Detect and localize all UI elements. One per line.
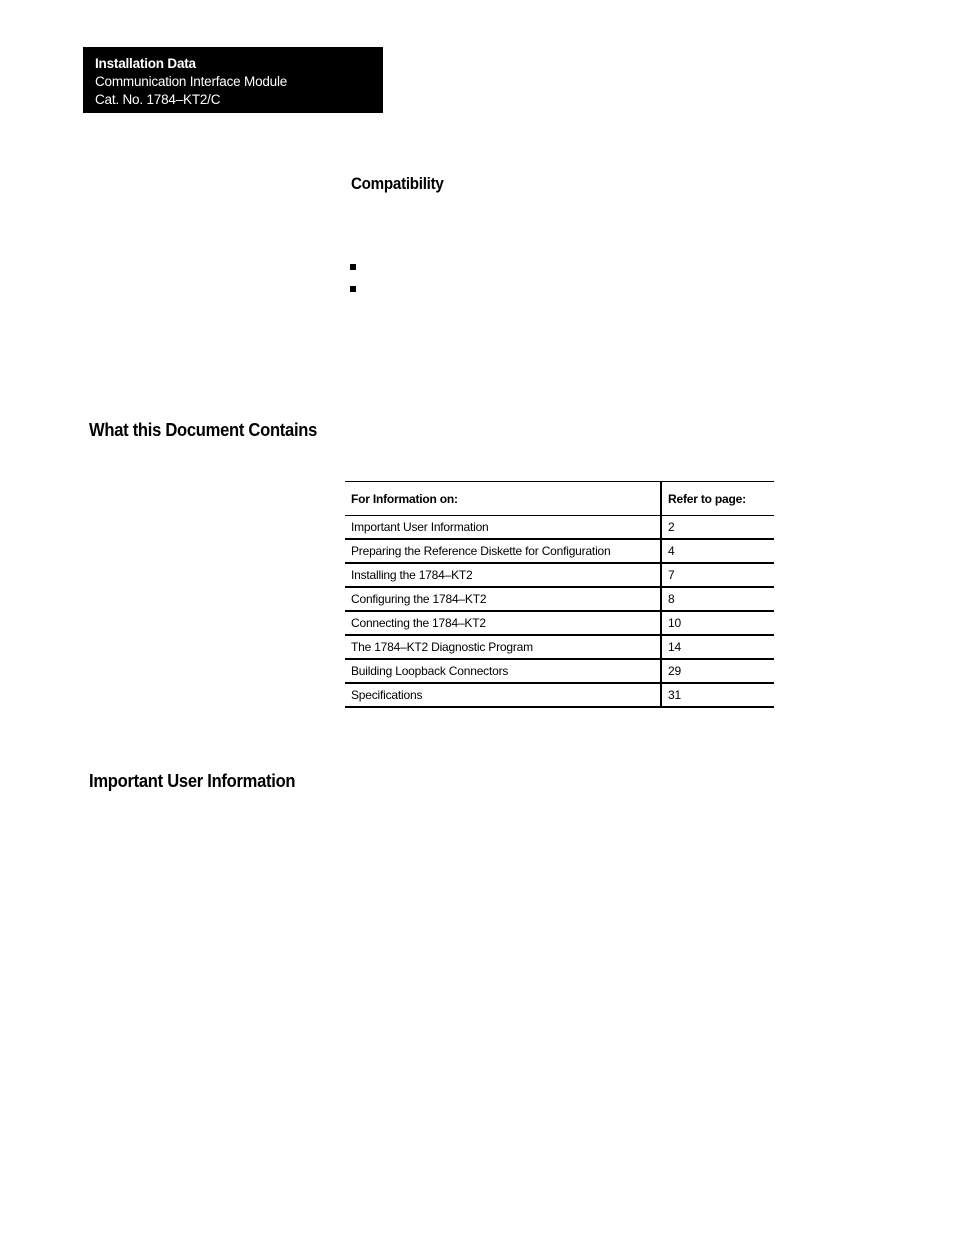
row-page: 7 <box>661 563 774 587</box>
header-catalog-number: Cat. No. 1784–KT2/C <box>95 92 221 107</box>
table-row <box>345 539 774 563</box>
table-row <box>345 516 774 539</box>
row-topic: Preparing the Reference Diskette for Configuration <box>351 543 611 558</box>
table-row <box>345 611 774 635</box>
row-topic: The 1784–KT2 Diagnostic Program <box>351 639 533 654</box>
row-page: 8 <box>661 587 774 611</box>
table-row <box>345 659 774 683</box>
contents-heading: What this Document Contains <box>89 420 318 440</box>
table-row <box>345 587 774 611</box>
row-topic: Important User Information <box>351 519 489 534</box>
row-topic: Installing the 1784–KT2 <box>351 567 473 582</box>
header-title: Installation Data <box>95 56 196 71</box>
column-header-topic: For Information on: <box>351 491 458 506</box>
row-page: 31 <box>661 683 774 707</box>
bullet-square-icon <box>350 286 356 292</box>
row-page: 2 <box>661 516 774 539</box>
table-row <box>345 683 774 707</box>
row-page: 4 <box>661 539 774 563</box>
row-topic: Connecting the 1784–KT2 <box>351 615 486 630</box>
document-header-block <box>83 47 383 113</box>
row-topic: Configuring the 1784–KT2 <box>351 591 487 606</box>
bullet-square-icon <box>350 264 356 270</box>
compatibility-heading: Compatibility <box>351 175 444 193</box>
header-subtitle: Communication Interface Module <box>95 74 288 89</box>
user-info-heading: Important User Information <box>89 771 296 791</box>
row-page: 29 <box>661 659 774 683</box>
row-topic: Specifications <box>351 687 423 702</box>
contents-table <box>345 481 774 708</box>
table-row <box>345 563 774 587</box>
row-page: 10 <box>661 611 774 635</box>
table-row <box>345 635 774 659</box>
table-header-row <box>345 482 774 516</box>
row-topic: Building Loopback Connectors <box>351 663 509 678</box>
column-header-page: Refer to page: <box>661 482 774 516</box>
row-page: 14 <box>661 635 774 659</box>
